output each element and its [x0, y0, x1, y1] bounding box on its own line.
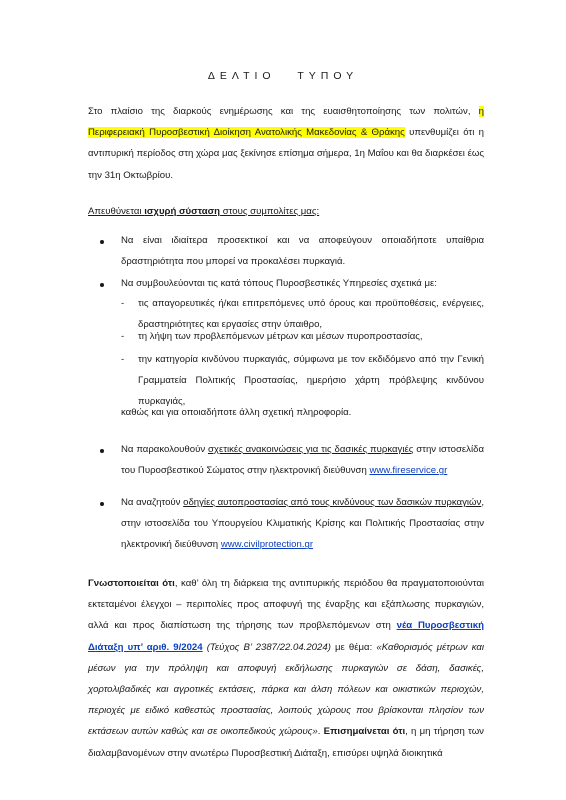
- intro-text-end: υπενθυμίζει ότι η αντιπυρική περίοδος στη χώρα μας ξεκίνησε επίσημα σήμερα, 1η Μαΐου και θα διαρκέσει έως την 31η Οκτωβρίου.: [88, 127, 484, 181]
- notice-text: , καθ’ όλη τη διάρκεια της αντιπυρικής περιόδου θα πραγματοποιούνται εκτεταμένοι έλεγχοι – περιπολίες προς αποφυγή της έναρξης και εξάπλωσης πυρκαγιών, αλλά και προς διαπίστωση της τήρησης των προβλεπόμενων στη: [88, 578, 484, 632]
- fire-regulation-link[interactable]: νέα Πυροσβεστική Διάταξη υπ’ αριθ. 9/2024: [88, 620, 484, 653]
- appeal-line: [88, 201, 484, 222]
- sub-list-tail: καθώς και για οποιαδήποτε άλλη σχετική πληροφορία.: [121, 407, 352, 418]
- regulation-title-quote: «Καθορισμός μέτρων και μέσων για την πρόληψη και αποφυγή εκδήλωσης πυρκαγιών σε δάση, δασικές, χορτολιβαδικές και αγροτικές εκτάσεις, πάρκα και άλση πόλεων και οικιστικών περιοχών, περιοχές με ειδικό καθεστώς προστασίας, λοιπούς χώρους που βρίσκονται πλησίον των εκτάσεων αυτών καθώς και σε οικοπεδικούς χώρους»: [88, 641, 484, 738]
- appeal-emphasis: ισχυρή σύσταση: [144, 206, 221, 217]
- notice-emphasis: Επισημαίνεται ότι: [323, 726, 406, 738]
- intro-paragraph: [88, 101, 484, 186]
- notice-paragraph: [88, 573, 484, 764]
- notice-reference: (Τεύχος Β’ 2387/22.04.2024): [202, 641, 331, 653]
- intro-text-start: Στο πλαίσιο της διαρκούς ενημέρωσης και της ευαισθητοποίησης των πολιτών,: [88, 106, 479, 117]
- bullet4-underlined: οδηγίες αυτοπροστασίας από τους κινδύνους των δασικών πυρκαγιών: [183, 497, 482, 508]
- notice-text-3: .: [317, 726, 324, 738]
- bullet-item-caution: Να είναι ιδιαίτερα προσεκτικοί και να αποφεύγουν οποιαδήποτε υπαίθρια δραστηριότητα που μπορεί να προκαλέσει πυρκαγιά.: [121, 235, 484, 268]
- bullet-item-consult: Να συμβουλεύονται τις κατά τόπους Πυροσβεστικές Υπηρεσίες σχετικά με:: [121, 278, 437, 289]
- civilprotection-link[interactable]: www.civilprotection.gr: [220, 539, 314, 551]
- fireservice-link[interactable]: www.fireservice.gr: [369, 465, 448, 477]
- sub-item: την κατηγορία κινδύνου πυρκαγιάς, σύμφωνα με τον εκδιδόμενο από την Γενική Γραμματεία Πολιτικής Προστασίας, ημερήσιο χάρτη πρόβλεψης κινδύνου πυρκαγιάς,: [138, 354, 484, 408]
- appeal-end: στους συμπολίτες μας:: [220, 206, 320, 217]
- sub-item: τη λήψη των προβλεπόμενων μέτρων και μέσων πυροπροστασίας,: [138, 331, 423, 342]
- highlighted-authority: η Περιφερειακή Πυροσβεστική Διοίκηση Ανατολικής Μακεδονίας & Θράκης: [88, 106, 484, 139]
- bullet3-underlined: σχετικές ανακοινώσεις για τις δασικές πυρκαγιές: [207, 444, 414, 455]
- notice-text-4: , η μη τήρηση των διαλαμβανομένων στην ανωτέρω Πυροσβεστική Διάταξη, επισύρει υψηλά διοικητικά: [88, 726, 484, 759]
- bullet-dot: [100, 283, 104, 287]
- bullet3-lead: Να παρακολουθούν: [121, 444, 208, 455]
- bullet4-lead: Να αναζητούν: [121, 497, 184, 508]
- notice-text-2: με θέμα:: [330, 641, 377, 653]
- sub-item: τις απαγορευτικές ή/και επιτρεπόμενες υπό όρους και προϋποθέσεις, ενέργειες, δραστηριότητες και εργασίες στην ύπαιθρο,: [138, 298, 484, 331]
- bullet-dot: [100, 449, 104, 453]
- page-title: ΔΕΛΤΙΟ ΤΥΠΟΥ: [207, 70, 359, 82]
- bullet-item-announcements: [121, 439, 484, 481]
- dash-marker: -: [121, 298, 125, 309]
- bullet-dot: [100, 240, 104, 244]
- bullet-dot: [100, 502, 104, 506]
- notice-lead: Γνωστοποιείται ότι: [88, 578, 175, 589]
- bullet4-mid: , στην ιστοσελίδα του Υπουργείου Κλιματικής Κρίσης και Πολιτικής Προστασίας στην ηλεκτρονική διεύθυνση: [121, 497, 484, 551]
- dash-marker: -: [121, 354, 125, 365]
- dash-marker: -: [121, 331, 125, 342]
- appeal-lead: Απευθύνεται: [88, 206, 145, 217]
- bullet-item-guidelines: [121, 492, 484, 556]
- bullet3-mid: στην ιστοσελίδα του Πυροσβεστικού Σώματος στην ηλεκτρονική διεύθυνση: [121, 444, 484, 477]
